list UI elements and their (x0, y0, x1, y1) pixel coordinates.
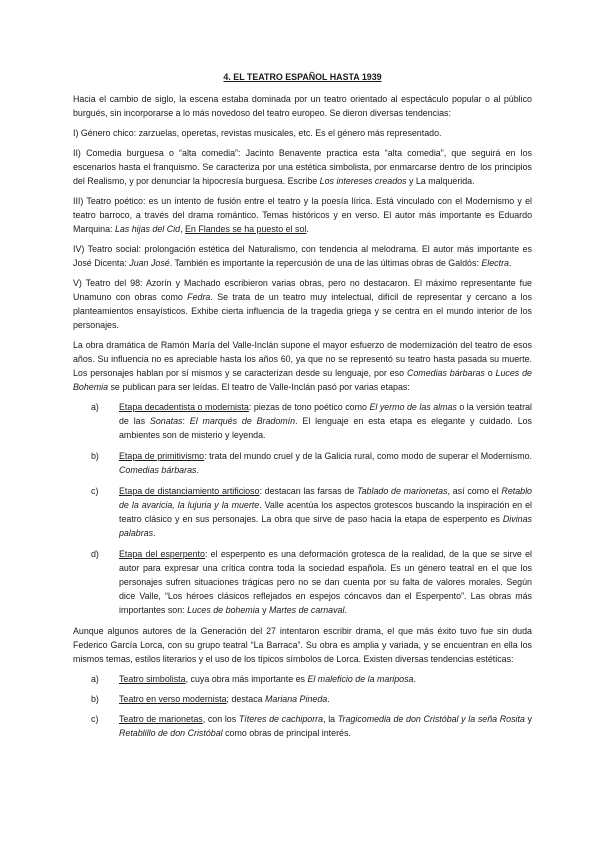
valle-inclan-paragraph: La obra dramática de Ramón María del Valle-Inclán supone el mayor esfuerzo de modernización del teatro de esos años. Su influencia no es apreciable hasta los años 60, ya que no se representó su teatro hasta pasada su muerte. Los personajes hablan por sí mismos y se caracterizan desde su lenguaje, por eso Comedias bárbaras o Luces de Bohemia se publican para ser leídas. El teatro de Valle-Inclán pasó por varias etapas: (73, 340, 532, 392)
lorca-trends-list (73, 672, 532, 740)
list-item: a) Teatro simbolista, cuya obra más importante es El maleficio de la mariposa. (91, 674, 416, 684)
list-item: c) Teatro de marionetas, con los Títeres de cachiporra, la Tragicomedia de don Cristóbal y la seña Rosita y Retablillo de don Cristóbal como obras de principal interés. (91, 714, 532, 738)
valle-stages-list (73, 400, 532, 617)
teatro-poetico-paragraph: III) Teatro poético: es un intento de fusión entre el teatro y la poesía lírica. Está vinculado con el Modernismo y el teatro barroco, a través del drama romántico. Temas históricos y en verso. El autor más importante es Eduardo Marquina: Las hijas del Cid, En Flandes se ha puesto el sol. (73, 196, 532, 234)
list-item: c) Etapa de distanciamiento artificioso: destacan las farsas de Tablado de marionetas, así como el Retablo de la avaricia, la lujuria y la muerte. Valle acentúa los aspectos grotescos buscando la inspiración en el teatro clásico y en sus personajes. La obra que sirve de paso hacia la etapa de esperpento es Divinas palabras. (91, 486, 533, 538)
teatro-98-paragraph: V) Teatro del 98: Azorín y Machado escribieron varias obras, pero no destacaron. El máximo representante fue Unamuno con obras como Fedra. Se trata de un teatro muy intelectual, difícil de representar y cercano a los planteamientos ensayísticos. Exhibe cierta influencia de la tragedia griega y se centra en el mundo interior de los personajes. (73, 278, 532, 330)
genero-chico-paragraph: I) Género chico: zarzuelas, operetas, revistas musicales, etc. Es el género más representado. (73, 128, 442, 138)
intro-paragraph: Hacia el cambio de siglo, la escena estaba dominada por un teatro orientado al espectáculo popular o al público burgués, sin incorporarse a lo más novedoso del teatro europeo. Se dieron diversas tendencias: (73, 94, 532, 118)
teatro-social-paragraph: IV) Teatro social: prolongación estética del Naturalismo, con tendencia al melodrama. El autor más importante es José Dicenta: Juan José. También es importante la repercusión de una de las últimas obras de Galdós: Electra. (73, 244, 532, 268)
list-item: b) Etapa de primitivismo: trata del mundo cruel y de la Galicia rural, como modo de superar el Modernismo. Comedias bárbaras. (91, 451, 533, 475)
document-title: 4. EL TEATRO ESPAÑOL HASTA 1939 (223, 72, 382, 82)
list-item: d) Etapa del esperpento: el esperpento es una deformación grotesca de la realidad, de la que se sirve el autor para expresar una crítica contra toda la sociedad española. Es un género teatral en el que los personajes sufren situaciones trágicas pero no se dan cuenta por su falta de valores morales. Según dice Valle, “Los héroes clásicos reflejados en espejos cóncavos dan el Esperpento”. Las obras más importantes son: Luces de bohemia y Martes de carnaval. (91, 549, 532, 615)
list-item: b) Teatro en verso modernista; destaca Mariana Pineda. (91, 694, 330, 704)
comedia-burguesa-paragraph: II) Comedia burguesa o “alta comedia”: Jacinto Benavente practica esta “alta comedia”, que seguirá en los escenarios hasta el franquismo. Se caracteriza por una estética simbolista, por enmarcarse dentro de los principios del Realismo, y por denunciar la hipocresía burguesa. Escribe Los intereses creados y La malquerida. (73, 148, 532, 186)
lorca-paragraph: Aunque algunos autores de la Generación del 27 intentaron escribir drama, el que más éxito tuvo fue sin duda Federico García Lorca, con su grupo teatral “La Barraca”. Su obra es amplia y variada, y se encuentran en ella los mismos temas, estilos literarios y el uso de los típicos símbolos de Lorca. Existen diversas tendencias estéticas: (73, 626, 532, 664)
list-item: a) Etapa decadentista o modernista: piezas de tono poético como El yermo de las almas o la versión teatral de las Sonatas: El marqués de Bradomín. El lenguaje en esta etapa es elegante y cuidado. Los ambientes son de misterio y leyenda. (91, 402, 532, 440)
